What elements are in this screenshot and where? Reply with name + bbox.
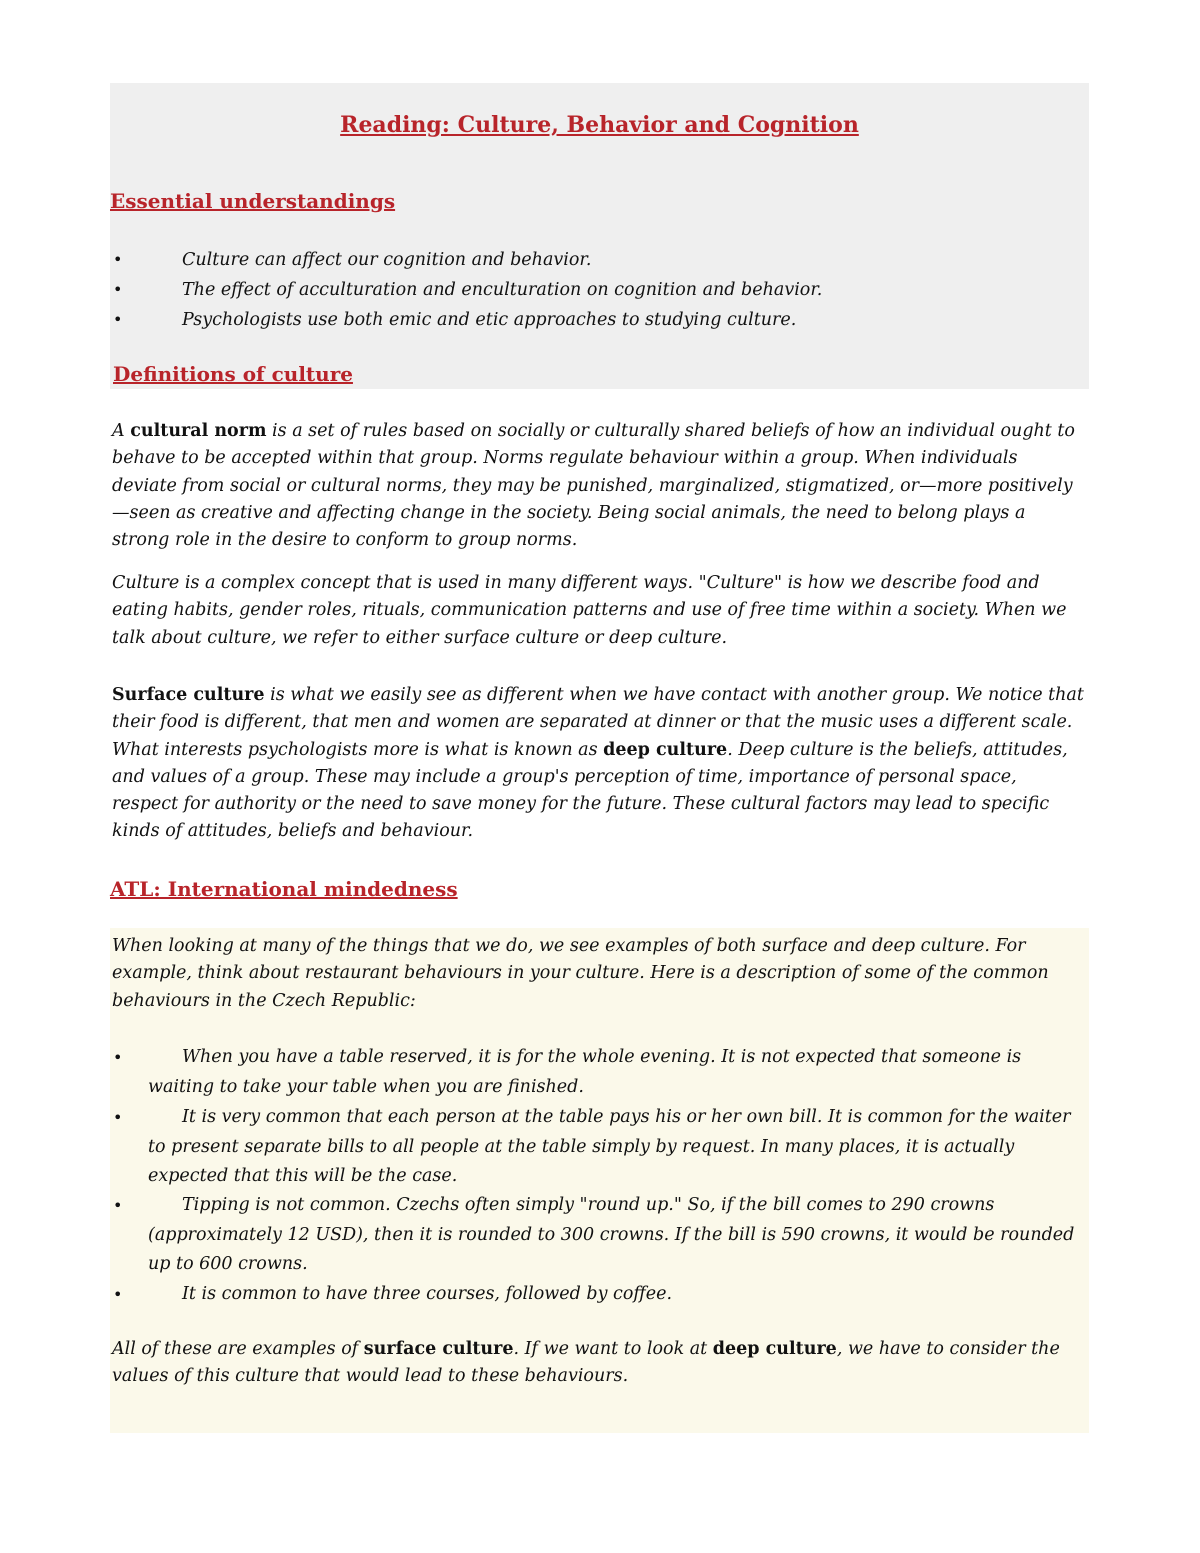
bullet-dot: •: [113, 1196, 123, 1215]
term-deep-culture: deep culture: [603, 739, 728, 760]
bullet-dot: •: [113, 1285, 123, 1304]
culture-concept-paragraph: Culture is a complex concept that is used in many different ways. "Culture" is how we describe food and eating habits, gender roles, rituals, communication patterns and use of free time within a society. When we talk about culture, we refer to either surface culture or deep culture.: [112, 573, 1067, 648]
bullet-dot: •: [113, 250, 123, 269]
bullet-dot: •: [113, 1108, 123, 1127]
restaurant-bullet: • It is common to have three courses, followed by coffee.: [113, 1280, 1088, 1310]
term-surface-culture: Surface culture: [112, 685, 265, 705]
surface-deep-paragraph: Surface culture is what we easily see as different when we have contact with another group. We notice that their food is different, that men and women are separated at dinner or that the music uses a different scale. What interests psychologists more is what is known as deep culture. Deep culture is the beliefs, attitudes, and values of a group. These may include a group's perception of time, importance of personal space, respect for authority or the need to save money for the future. These cultural factors may lead to specific kinds of attitudes, beliefs and behaviour.: [112, 685, 1084, 842]
definitions-heading: Definitions of culture: [113, 362, 353, 386]
term-cultural-norm: cultural norm: [130, 421, 267, 441]
restaurant-bullet: • Tipping is not common. Czechs often simply "round up." So, if the bill comes to 290 crowns (approximately 12 USD), then it is rounded to 300 crowns. If the bill is 590 crowns, it would be rounded up to 600 crowns.: [113, 1191, 1088, 1280]
bullet-dot: •: [113, 310, 123, 329]
bullet-dot: •: [113, 280, 123, 299]
restaurant-bullet: • It is very common that each person at the table pays his or her own bill. It is common for the waiter to present separate bills to all people at the table simply by request. In many places, it is actually expected that this will be the case.: [113, 1103, 1088, 1192]
atl-intro-paragraph: When looking at many of the things that we do, we see examples of both surface and deep culture. For example, think about restaurant behaviours in your culture. Here is a description of some of the common behaviours in the Czech Republic:: [112, 936, 1049, 1011]
document-page: Reading: Culture, Behavior and Cognition Essential understandings • Culture can affect our cognition and behavior. • The effect of acculturation and enculturation on cognition and behavior. • Psychologists use both emic and etic approaches to studying culture. Definitions of culture A cultural norm is a set of rules based on socially or culturally shared beliefs of how an individual ought to behave to be accepted within that group. Norms regulate behaviour within a group. When individuals deviate from social or cultural norms, they may be punished, marginalized, stigmatized, or—more positively—seen as creative and affecting change in the society. Being social animals, the need to belong plays a strong role in the desire to conform to group norms. Culture is a complex concept that is used in many different ways. "Culture" is how we describe food and eating habits, gender roles, rituals, communication patterns and use of free time within a society. When we talk about culture, we refer to either surface culture or deep culture. Surface culture is what we easily see as different when we have contact with another group. We notice that their food is different, that men and women are separated at dinner or that the music uses a different scale. What interests psychologists more is what is known as deep culture. Deep culture is the beliefs, attitudes, and values of a group. These may include a group's perception of time, importance of personal space, respect for authority or the need to save money for the future. These cultural factors may lead to specific kinds of attitudes, beliefs and behaviour. ATL: International mindedness When looking at many of the things that we do, we see examples of both surface and deep culture. For example, think about restaurant behaviours in your culture. Here is a description of some of the common behaviours in the Czech Republic: • When you have a table reserved, it is for the whole evening. It is not expected that someone is waiting to take your table when you are finished. • It is very common that each person at the table pays his or her own bill. It is common for the waiter to present separate bills to all people at the table simply by request. In many places, it is actually expected that this will be the case. • Tipping is not common. Czechs often simply "round up." So, if the bill comes to 290 crowns (approximately 12 USD), then it is rounded to 300 crowns. If the bill is 590 crowns, it would be rounded up to 600 crowns. • It is common to have three courses, followed by coffee. All of these are examples of surface culture. If we want to look at deep culture, we have to consider the values of this culture that would lead to these behaviours.: [0, 0, 1200, 1553]
term-deep-culture: deep culture: [712, 1339, 837, 1359]
bullet-dot: •: [113, 1048, 123, 1067]
restaurant-bullet: • When you have a table reserved, it is for the whole evening. It is not expected that someone is waiting to take your table when you are finished.: [113, 1043, 1088, 1102]
closing-paragraph: All of these are examples of surface culture. If we want to look at deep culture, we have to consider the values of this culture that would lead to these behaviours.: [112, 1339, 1060, 1387]
atl-heading: ATL: International mindedness: [110, 877, 458, 901]
cultural-norm-paragraph: A cultural norm is a set of rules based on socially or culturally shared beliefs of how an individual ought to behave to be accepted within that group. Norms regulate behaviour within a group. When individuals deviate from social or cultural norms, they may be punished, marginalized, stigmatized, or—more positively—seen as creative and affecting change in the society. Being social animals, the need to belong plays a strong role in the desire to conform to group norms.: [112, 421, 1075, 551]
term-surface-culture: surface culture: [363, 1339, 514, 1359]
page-title: Reading: Culture, Behavior and Cognition: [340, 112, 859, 138]
essential-heading: Essential understandings: [110, 189, 396, 213]
